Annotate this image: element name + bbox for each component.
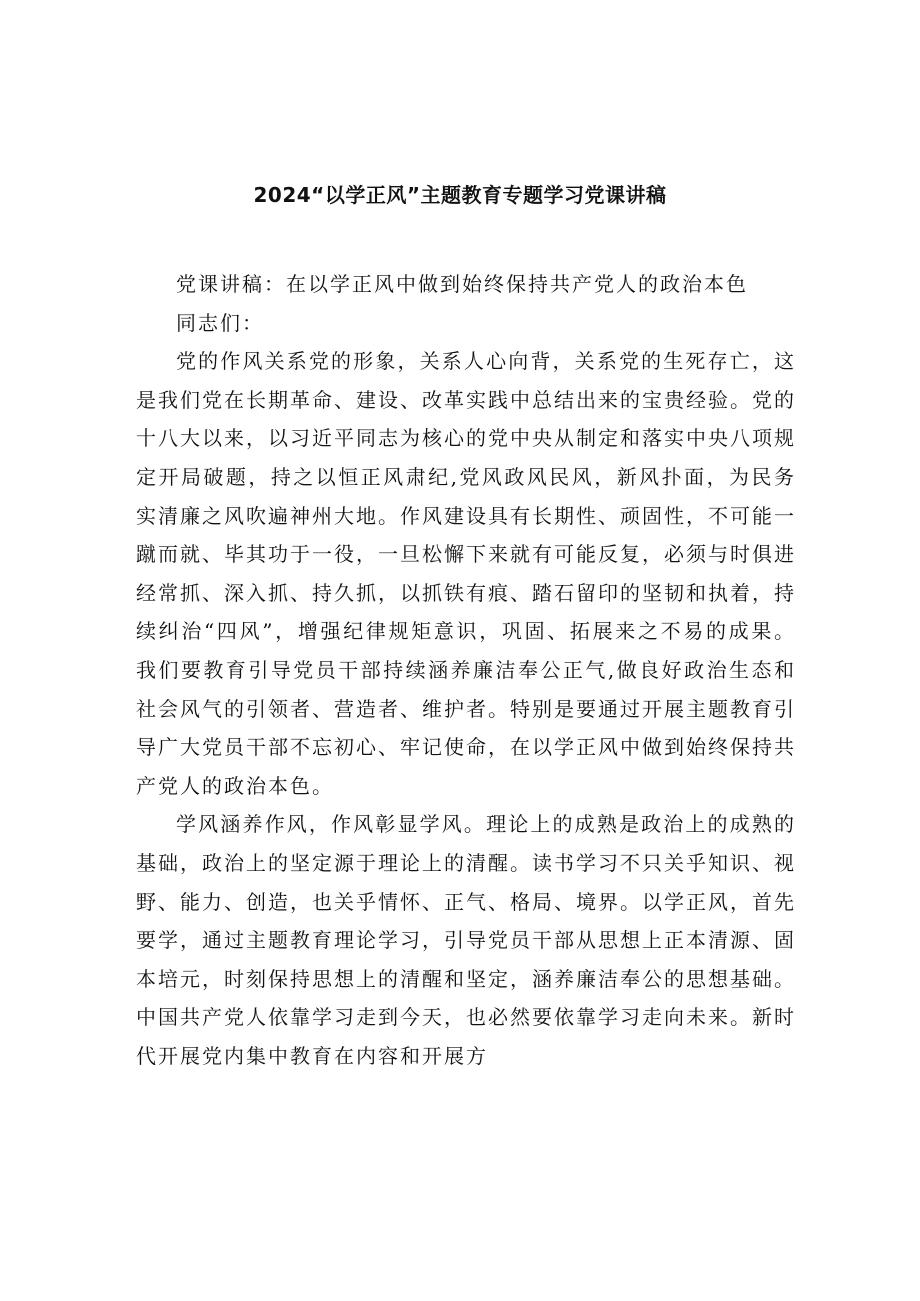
salutation: 同志们：: [176, 310, 264, 335]
body-paragraph: 学风涵养作风，作风彰显学风。理论上的成熟是政治上的成熟的基础，政治上的坚定源于理论上的清醒。读书学习不只关乎知识、视野、能力、创造，也关乎情怀、正气、格局、境界。以学正风，首先要学，通过主题教育理论学习，引导党员干部从思想上正本清源、固本培元，时刻保持思想上的清醒和坚定，涵养廉洁奉公的思想基础。中国共产党人依靠学习走到今天，也必然要依靠学习走向未来。新时代开展党内集中教育在内容和开展方: [136, 812, 796, 1068]
document-body: [136, 265, 796, 1075]
document-title: 2024“以学正风”主题教育专题学习党课讲稿: [253, 183, 667, 207]
document-subtitle: 党课讲稿：在以学正风中做到始终保持共产党人的政治本色: [176, 272, 748, 296]
body-paragraph: 党的作风关系党的形象，关系人心向背，关系党的生死存亡，这是我们党在长期革命、建设、改革实践中总结出来的宝贵经验。党的十八大以来，以习近平同志为核心的党中央从制定和落实中央八项规定开局破题，持之以恒正风肃纪,党风政风民风，新风扑面，为民务实清廉之风吹遍神州大地。作风建设具有长期性、顽固性，不可能一蹴而就、毕其功于一役，一旦松懈下来就有可能反复，必须与时俱进经常抓、深入抓、持久抓，以抓铁有痕、踏石留印的坚韧和执着，持续纠治“四风”，增强纪律规矩意识，巩固、拓展来之不易的成果。我们要教育引导党员干部持续涵养廉洁奉公正气,做良好政治生态和社会风气的引领者、营造者、维护者。特别是要通过开展主题教育引导广大党员干部不忘初心、牢记使命，在以学正风中做到始终保持共产党人的政治本色。: [136, 349, 796, 798]
